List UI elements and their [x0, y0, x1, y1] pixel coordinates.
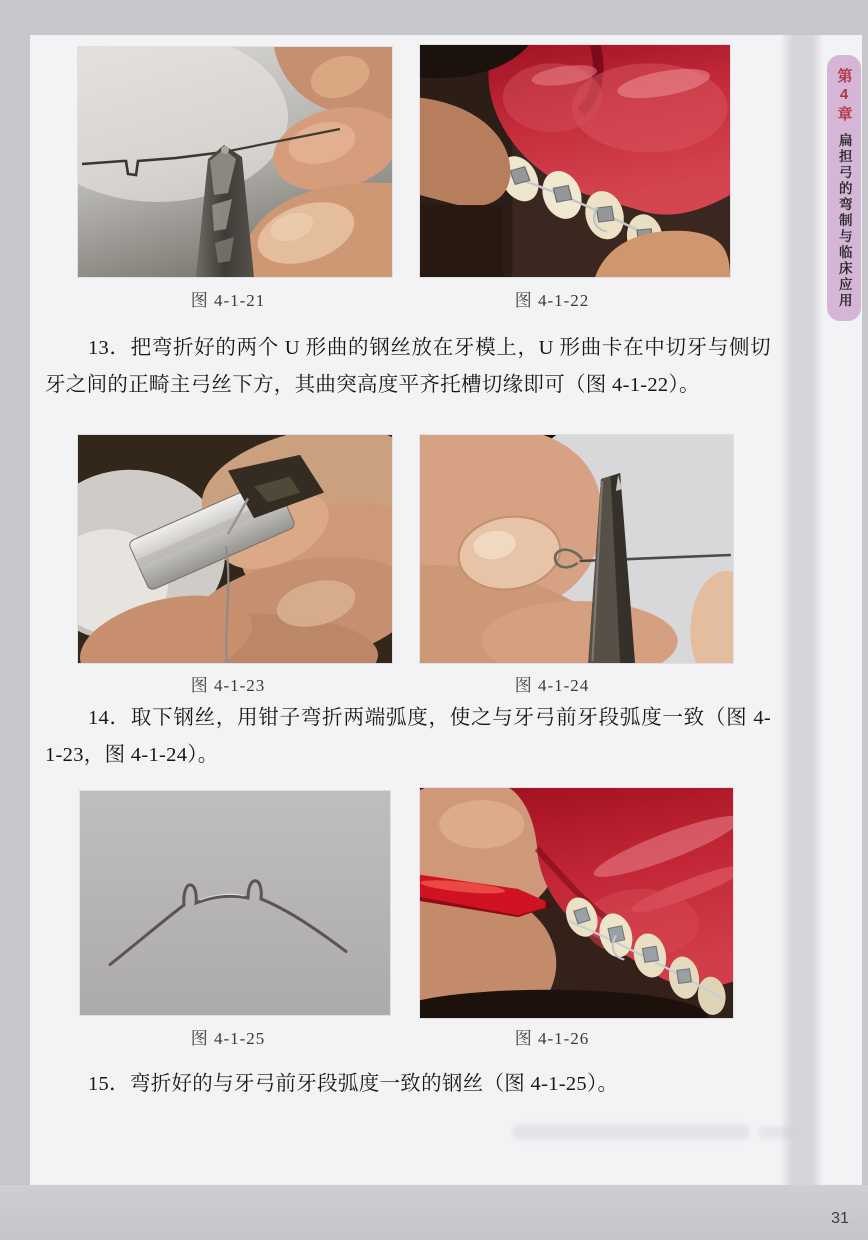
- flat-pliers-hand-photo: [78, 435, 392, 663]
- figure-caption: 图 4-1-24: [514, 676, 590, 695]
- pliers-bending-wire-photo: [78, 47, 392, 277]
- paragraph-step-13: 13．把弯折好的两个 U 形曲的钢丝放在牙模上，U 形曲卡在中切牙与侧切牙之间的正畸主弓丝下方，其曲突高度平齐托槽切缘即可（图 4-1-22）。: [45, 337, 771, 396]
- figure-caption: 图 4-1-23: [190, 676, 266, 695]
- typodont-with-wire-photo: [420, 45, 730, 277]
- bent-archwire-photo: [80, 791, 390, 1015]
- photo-fig-4-1-22: [420, 45, 730, 277]
- page-bottom-edge: [0, 1185, 868, 1240]
- photo-fig-4-1-25: [80, 791, 390, 1015]
- photo-fig-4-1-24: [420, 435, 733, 663]
- pencil-typodont-photo: [420, 788, 733, 1018]
- paragraph-step-15: 15．弯折好的与牙弓前牙段弧度一致的钢丝（图 4-1-25）。: [88, 1073, 619, 1095]
- show-through-smudge: [758, 1126, 792, 1139]
- chapter-tab-title: 扁担弓的弯制与临床应用: [836, 133, 852, 309]
- figure-caption: 图 4-1-22: [514, 291, 590, 310]
- photo-fig-4-1-26: [420, 788, 733, 1018]
- show-through-smudge: [512, 1124, 750, 1140]
- photo-fig-4-1-23: [78, 435, 392, 663]
- figure-caption: 图 4-1-25: [190, 1029, 266, 1048]
- figure-caption: 图 4-1-21: [190, 291, 266, 310]
- photo-fig-4-1-21: [78, 47, 392, 277]
- chapter-tab: [827, 55, 861, 321]
- page-gutter-shadow: [780, 35, 824, 1185]
- chapter-tab-number: 第4章: [835, 68, 853, 124]
- blade-wire-thumb-photo: [420, 435, 733, 663]
- page-number: 31: [831, 1210, 849, 1227]
- paragraph-step-14: 14．取下钢丝，用钳子弯折两端弧度，使之与牙弓前牙段弧度一致（图 4-1-23，图 4-1-24）。: [45, 707, 771, 766]
- figure-caption: 图 4-1-26: [514, 1029, 590, 1048]
